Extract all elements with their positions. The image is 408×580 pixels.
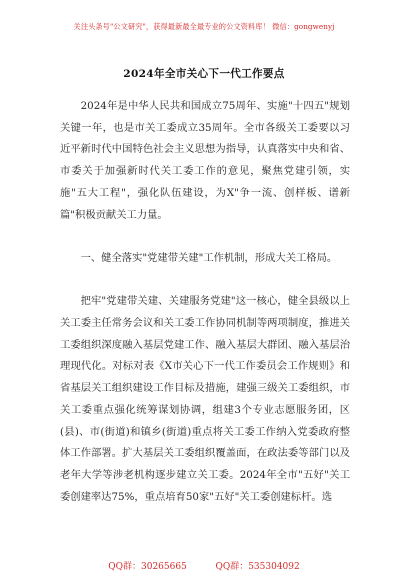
footer-qq-group-1: QQ群：30265665: [108, 562, 187, 572]
footer-qq-group-2: QQ群：535304092: [215, 562, 300, 572]
document-body: [60, 96, 350, 508]
promo-banner: 关注头条号"公文研究"，获得最新最全最专业的公文资料库！ 微信：gongwenyj: [73, 22, 335, 31]
paragraph-intro: 2024年是中华人民共和国成立75周年、实施"十四五"规划关键一年，也是市关工委成立35周年。全市各级关工委要以习近平新时代中国特色社会主义思想为指导，认真落实中央和省、市委关于加强新时代关工委工作的意见，聚焦党建引领，实施"五大工程"，强化队伍建设，为X"争一流、创样板、谱新篇"积极贡献关工力量。: [60, 100, 350, 221]
paragraph-section-1: 把牢"党建带关建、关建服务党建"这一核心，健全县级以上关工委主任常务会议和关工委工作协同机制等两项制度，推进关工委组织深度融入基层党建工作、融入基层大群团、融入基层治理现代化。对标对表《X市关心下一代工作委员会工作规则》和省基层关工组织建设工作目标及措施，建强三级关工委组织，市关工委重点强化统筹谋划协调，组建3个专业志愿服务团，区(县)、市(街道)和镇乡(街道)重点将关工委工作纳入党委政府整体工作部署。扩大基层关工委组织覆盖面，在政法委等部门以及老年大学等涉老机构逐步建立关工委。2024年全市"五好"关工委创建率达75%，重点培育50家"五好"关工委创建标杆。选: [60, 295, 350, 503]
section-heading-1: 一、健全落实"党建带关建"工作机制，形成大关工格局。: [80, 251, 338, 264]
footer-qq-groups: [0, 559, 408, 572]
document-title: 2024年全市关心下一代工作要点: [123, 68, 285, 80]
